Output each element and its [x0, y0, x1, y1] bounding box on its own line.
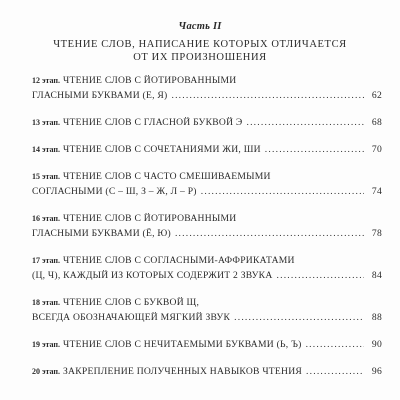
page-number: 70 [371, 144, 382, 155]
entry-title-continued: ВСЕГДА ОБОЗНАЧАЮЩЕЙ МЯГКИЙ ЗВУК [32, 312, 231, 323]
entry-title-text: ЧТЕНИЕ СЛОВ С СОЧЕТАНИЯМИ ЖИ, ШИ [63, 144, 261, 155]
toc-entry-last-line [32, 88, 382, 103]
page-number: 68 [371, 117, 382, 128]
toc-entry[interactable] [32, 295, 382, 325]
toc-entry[interactable] [32, 73, 382, 103]
stage-label: 13 этап. [32, 118, 60, 127]
toc-entry-last-line [32, 184, 382, 199]
page-number: 90 [371, 339, 382, 350]
entry-title [32, 142, 261, 157]
entry-title: ЧТЕНИЕ СЛОВ С ЧАСТО СМЕШИВАЕМЫМИ [63, 171, 271, 182]
entry-title: ЧТЕНИЕ СЛОВ С СОГЛАСНЫМИ-АФФРИКАТАМИ [63, 255, 295, 266]
toc-entry[interactable] [32, 169, 382, 199]
page-number: 84 [371, 270, 382, 281]
entry-title [32, 115, 242, 130]
toc-entry-line [32, 169, 382, 184]
toc-entry-last-line [32, 364, 382, 379]
dot-leader [175, 226, 364, 241]
toc-entry[interactable] [32, 337, 382, 352]
entry-title: ЧТЕНИЕ СЛОВ С ЙОТИРОВАННЫМИ [63, 213, 237, 224]
toc-entry-line [32, 73, 382, 88]
toc-entry-last-line [32, 115, 382, 130]
dot-leader [277, 268, 365, 283]
toc-entry[interactable] [32, 142, 382, 157]
dot-leader [234, 310, 364, 325]
dot-leader [246, 115, 364, 130]
dot-leader [171, 88, 364, 103]
entry-title-text: ЗАКРЕПЛЕНИЕ ПОЛУЧЕННЫХ НАВЫКОВ ЧТЕНИЯ [63, 366, 303, 377]
entry-title: ЧТЕНИЕ СЛОВ С ЙОТИРОВАННЫМИ [63, 75, 237, 86]
entry-title-text: ЧТЕНИЕ СЛОВ С НЕЧИТАЕМЫМИ БУКВАМИ (Ь, Ъ) [63, 339, 302, 350]
page-number: 74 [371, 186, 382, 197]
toc-entry-last-line [32, 142, 382, 157]
entry-title-text: ЧТЕНИЕ СЛОВ С ГЛАСНОЙ БУКВОЙ Э [63, 117, 243, 128]
entry-title: ЧТЕНИЕ СЛОВ С БУКВОЙ Щ, [63, 297, 200, 308]
toc-entry-last-line [32, 268, 382, 283]
toc-entry-last-line [32, 226, 382, 241]
dot-leader [306, 337, 364, 352]
page-number: 62 [371, 90, 382, 101]
part-title: Часть II [178, 21, 222, 32]
stage-label: 15 этап. [32, 172, 60, 181]
toc-entry-line [32, 295, 382, 310]
section-heading-line-2: ОТ ИХ ПРОИЗНОШЕНИЯ [133, 52, 267, 63]
dot-leader [306, 364, 364, 379]
dot-leader [201, 184, 364, 199]
toc-entry[interactable] [32, 253, 382, 283]
entry-title [32, 364, 302, 379]
toc-entry-line [32, 211, 382, 226]
entry-title-continued: ГЛАСНЫМИ БУКВАМИ (Е, Я) [32, 90, 168, 101]
page-number: 96 [371, 366, 382, 377]
page-number: 78 [371, 228, 382, 239]
stage-label: 20 этап. [32, 367, 60, 376]
toc-entry-last-line [32, 337, 382, 352]
stage-label: 12 этап. [32, 76, 60, 85]
toc-entry-line [32, 253, 382, 268]
stage-label: 17 этап. [32, 256, 60, 265]
toc-entry[interactable] [32, 364, 382, 379]
entry-title-continued: ГЛАСНЫМИ БУКВАМИ (Ё, Ю) [32, 228, 171, 239]
table-of-contents [32, 73, 382, 379]
entry-title-continued: (Ц, Ч), КАЖДЫЙ ИЗ КОТОРЫХ СОДЕРЖИТ 2 ЗВУКА [32, 270, 273, 281]
entry-title [32, 337, 302, 352]
toc-entry[interactable] [32, 211, 382, 241]
toc-entry-last-line [32, 310, 382, 325]
entry-title-continued: СОГЛАСНЫМИ (С – Ш, З – Ж, Л – Р) [32, 186, 197, 197]
page-number: 88 [371, 312, 382, 323]
toc-entry[interactable] [32, 115, 382, 130]
dot-leader [265, 142, 364, 157]
section-heading-line-1: ЧТЕНИЕ СЛОВ, НАПИСАНИЕ КОТОРЫХ ОТЛИЧАЕТСЯ [53, 39, 347, 50]
stage-label: 19 этап. [32, 340, 60, 349]
stage-label: 18 этап. [32, 298, 60, 307]
stage-label: 16 этап. [32, 214, 60, 223]
stage-label: 14 этап. [32, 145, 60, 154]
